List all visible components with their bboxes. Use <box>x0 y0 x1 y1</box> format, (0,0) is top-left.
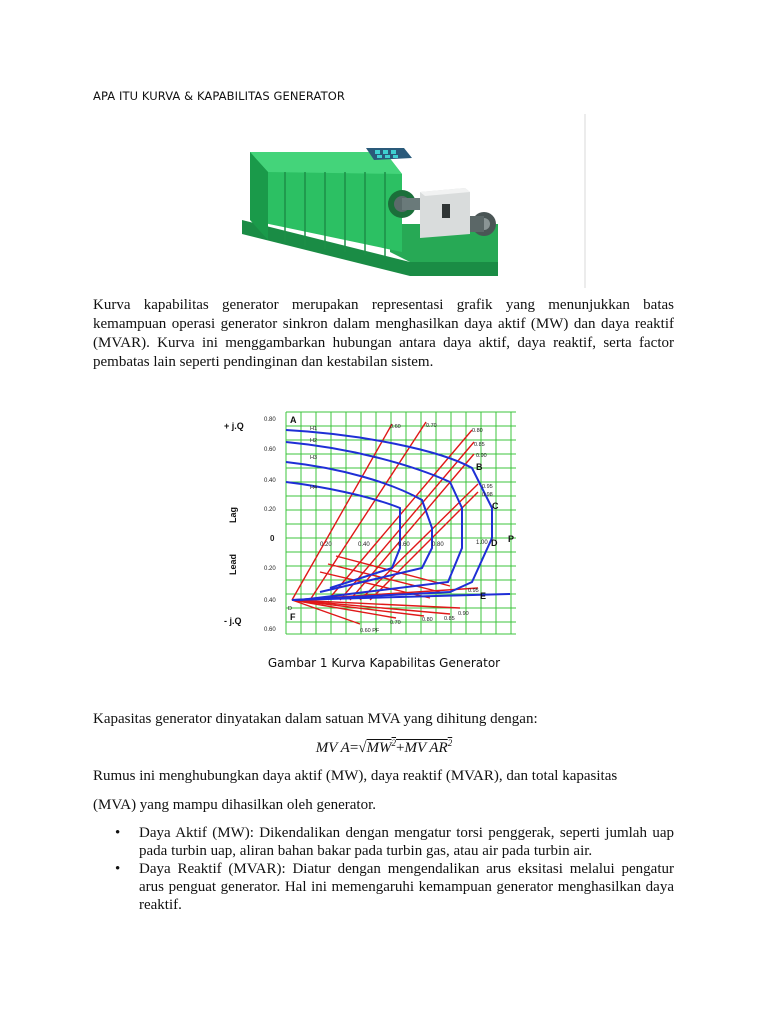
pf-lag-060: 0.60 <box>390 424 401 430</box>
formula-plus: + <box>396 740 405 756</box>
lag-label: Lag <box>228 506 238 523</box>
h3-label: H3 <box>310 455 318 461</box>
pf-lag-070: 0.70 <box>426 423 437 429</box>
y-tick-4: 0 <box>270 534 275 543</box>
document-title: APA ITU KURVA & KAPABILITAS GENERATOR <box>93 89 345 103</box>
x-tick-2: 0.60 <box>398 542 410 548</box>
y-bottom-label: - j.Q <box>224 616 242 626</box>
formula-term1: MW <box>366 740 392 756</box>
y-top-label: + j.Q <box>224 421 244 431</box>
pf-lead-085: 0.85 <box>444 616 455 622</box>
mva-formula: MV $A=√MW^2+MV$ $AR^2$ <box>315 738 453 756</box>
x-tick-0: 0.20 <box>320 542 332 548</box>
pf-lag-090: 0.90 <box>476 453 487 459</box>
paragraph-formula-desc: Rumus ini menghubungkan daya aktif (MW), daya reaktif (MVAR), dan total kapasitas <box>93 768 618 784</box>
pf-lag-095: 0.95 <box>482 484 493 490</box>
point-b: B <box>476 462 483 472</box>
lead-label: Lead <box>228 553 238 575</box>
point-d: D <box>491 538 498 548</box>
figure-caption: Gambar 1 Kurva Kapabilitas Generator <box>267 656 501 670</box>
pf-lag-098: 0.98 <box>482 492 493 498</box>
paragraph-formula-desc-cont: (MVA) yang mampu dihasilkan oleh generator. <box>93 797 376 813</box>
point-a: A <box>290 415 297 425</box>
formula-term2: MV AR <box>404 740 448 756</box>
pf-lead-090: 0.90 <box>458 611 469 617</box>
point-f: F <box>290 612 296 622</box>
h4-label: H4 <box>310 485 318 491</box>
bullet-text: Daya Reaktif (MVAR): Diatur dengan mengendalikan arus eksitasi melalui pengatur arus penguat generator. Hal ini memengaruhi kemampuan generator menghasilkan daya reaktif. <box>139 861 674 913</box>
bullet-list <box>93 824 674 914</box>
pf-lead-060: 0.60 PF <box>360 628 380 634</box>
capability-curve-image <box>210 378 562 644</box>
x-tick-1: 0.40 <box>358 542 370 548</box>
y-tick-2: 0.40 <box>264 478 276 484</box>
bullet-dot: • <box>115 825 121 841</box>
generator-image <box>180 112 588 290</box>
y-tick-3: 0.20 <box>264 507 276 513</box>
y-tick-6: 0.40 <box>264 598 276 604</box>
pf-lead-095: 0.95 <box>468 588 479 594</box>
pf-lead-070: 0.70 <box>390 620 401 626</box>
formula-exp1: 2 <box>391 738 397 748</box>
paragraph-intro: Kurva kapabilitas generator merupakan representasi grafik yang menunjukkan batas kemampuan operasi generator sinkron dalam menghasilkan daya aktif (MW) dan daya reaktif (MVAR). Kurva ini menggambarkan hubungan antara daya aktif, daya reaktif, serta factor pembatas lain seperti pendinginan dan kestabilan sistem. <box>93 297 674 370</box>
y-tick-1: 0.60 <box>264 447 276 453</box>
d-small-label: D <box>288 606 292 612</box>
pf-lag-080: 0.80 <box>472 428 483 434</box>
x-tick-4: 1.00 <box>476 540 488 546</box>
list-item <box>93 860 674 914</box>
formula-exp2: 2 <box>447 738 453 748</box>
point-c: C <box>492 501 499 511</box>
point-p: P <box>508 534 515 544</box>
pf-lag-085: 0.85 <box>474 442 485 448</box>
list-item <box>93 824 674 860</box>
y-tick-5: 0.20 <box>264 566 276 572</box>
point-e: E <box>480 591 487 601</box>
formula-eq: = <box>349 740 359 756</box>
h1-label: H1 <box>310 426 318 432</box>
bullet-dot: • <box>115 861 121 877</box>
pf-lead-080: 0.80 <box>422 617 433 623</box>
y-tick-0: 0.80 <box>264 417 276 423</box>
h2-label: H2 <box>310 438 318 444</box>
paragraph-capacity: Kapasitas generator dinyatakan dalam satuan MVA yang dihitung dengan: <box>93 711 538 727</box>
formula-lhs: MV A <box>315 740 350 756</box>
y-tick-7: 0.60 <box>264 627 276 633</box>
x-tick-3: 0.80 <box>432 542 444 548</box>
bullet-text: Daya Aktif (MW): Dikendalikan dengan mengatur torsi penggerak, seperti jumlah uap pada turbin uap, aliran bahan bakar pada turbin gas, atau air pada turbin air. <box>139 825 674 859</box>
